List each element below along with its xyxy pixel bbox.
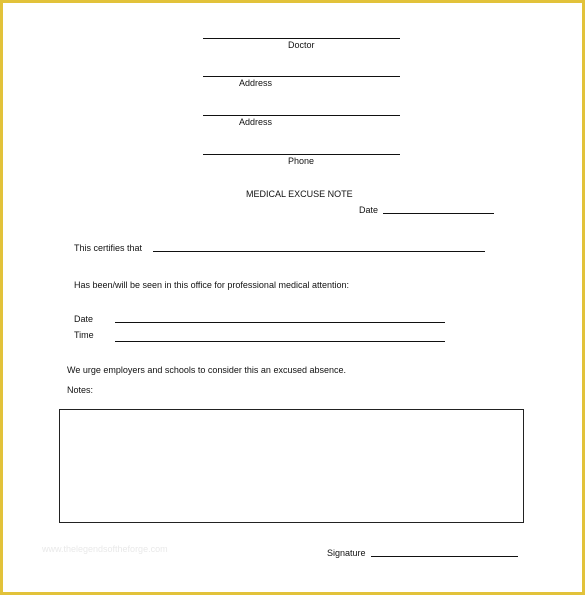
phone-label: Phone — [288, 156, 315, 166]
visit-time-label: Time — [74, 330, 94, 340]
notes-label: Notes: — [67, 385, 94, 395]
excused-absence-statement: We urge employers and schools to consider this an excused absence. — [67, 365, 346, 375]
watermark: www.thelegendsoftheforge.com — [42, 544, 168, 554]
phone-line[interactable] — [203, 154, 400, 155]
date-label: Date — [359, 205, 379, 215]
certifies-label: This certifies that — [74, 243, 143, 253]
visit-date-label: Date — [74, 314, 94, 324]
form-title: MEDICAL EXCUSE NOTE — [246, 189, 353, 199]
visit-date-line[interactable] — [115, 322, 445, 323]
notes-box[interactable] — [59, 409, 524, 523]
address1-label: Address — [239, 78, 273, 88]
signature-line[interactable] — [371, 556, 518, 557]
date-line[interactable] — [383, 213, 494, 214]
doctor-line[interactable] — [203, 38, 400, 39]
visit-time-line[interactable] — [115, 341, 445, 342]
address1-line[interactable] — [203, 76, 400, 77]
patient-name-line[interactable] — [153, 251, 485, 252]
signature-label: Signature — [327, 548, 366, 558]
address2-label: Address — [239, 117, 273, 127]
doctor-label: Doctor — [288, 40, 315, 50]
address2-line[interactable] — [203, 115, 400, 116]
attention-statement: Has been/will be seen in this office for professional medical attention: — [74, 280, 349, 290]
